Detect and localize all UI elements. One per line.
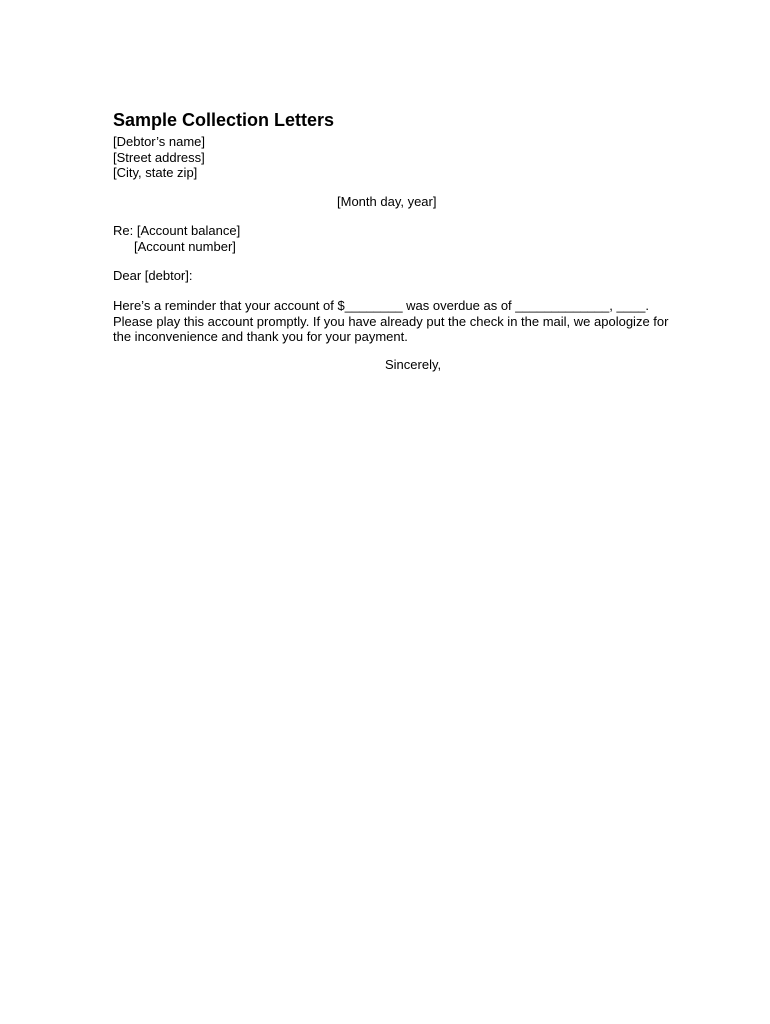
letter-date: [Month day, year] [337,194,437,209]
salutation: Dear [debtor]: [113,268,193,283]
body-line-2: Please play this account promptly. If you have already put the check in the mail, we apologize for [113,313,669,329]
address-line-name: [Debtor’s name] [113,134,206,149]
address-line-street: [Street address] [113,149,205,165]
debtor-address-block [113,134,205,181]
re-account-number: [Account number] [134,239,236,254]
letter-body [113,298,668,345]
closing: Sincerely, [385,357,442,372]
re-line: Re: [Account balance] [113,223,241,238]
address-line-city: [City, state zip] [113,165,198,180]
body-line-3: the inconvenience and thank you for your payment. [113,329,408,344]
document-title: Sample Collection Letters [113,110,335,130]
body-line-1: Here’s a reminder that your account of $________ was overdue as of _____________, ____. [113,298,650,313]
